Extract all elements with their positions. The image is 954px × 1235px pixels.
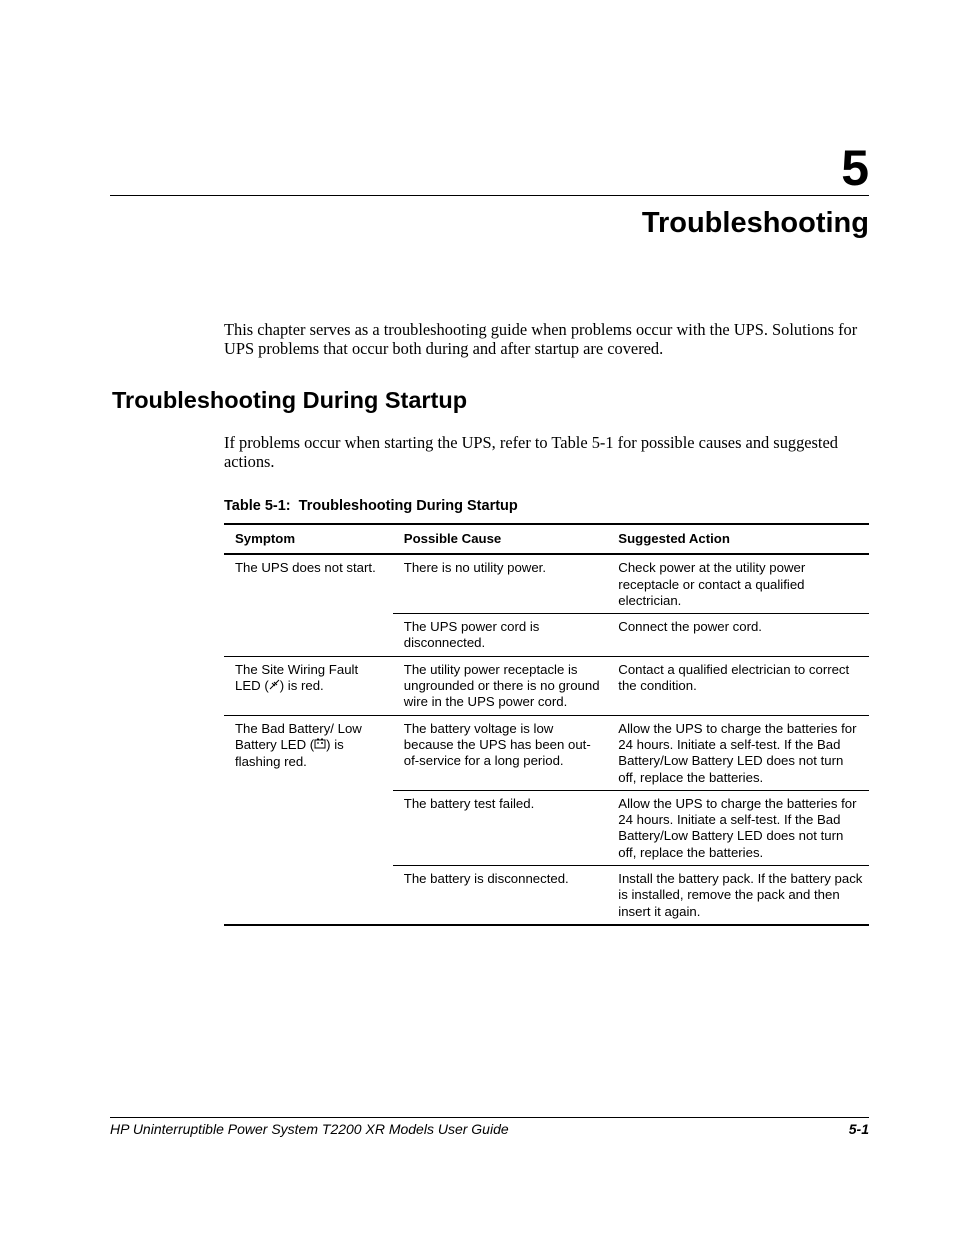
page-number: 5-1: [848, 1121, 869, 1137]
table-row: [224, 554, 869, 613]
table-row: [224, 715, 869, 790]
action-cell: Check power at the utility power receptacle or contact a qualified electrician.: [607, 554, 869, 613]
symptom-cell: [224, 715, 393, 925]
site-wiring-fault-led-icon: [269, 679, 280, 695]
cause-cell: The battery is disconnected.: [403, 871, 569, 887]
chapter-title: Troubleshooting: [641, 207, 869, 239]
troubleshooting-table: [224, 523, 869, 926]
chapter-intro: This chapter serves as a troubleshooting guide when problems occur with the UPS. Solutions for UPS problems that occur both during and after startup are covered.: [224, 320, 858, 358]
symptom-text-post: ) is flashing red.: [235, 736, 344, 770]
cause-cell: The UPS power cord is disconnected.: [393, 614, 608, 657]
footer-title: HP Uninterruptible Power System T2200 XR Models User Guide: [110, 1121, 509, 1137]
section-heading: Troubleshooting During Startup: [112, 387, 468, 413]
symptom-text-pre: The Bad Battery/ Low Battery LED (: [235, 720, 362, 752]
symptom-cell: [224, 656, 393, 715]
chapter-rule: [110, 195, 869, 196]
symptom-cell: The UPS does not start.: [224, 554, 393, 656]
cause-cell: The battery voltage is low because the UPS has been out-of-service for a long period.: [393, 715, 608, 790]
symptom-text-pre: The Site Wiring Fault LED (: [235, 661, 359, 694]
action-cell: Install the battery pack. If the battery pack is installed, remove the pack and then insert it again.: [618, 871, 863, 919]
header-symptom: Symptom: [224, 524, 393, 554]
header-possible-cause: Possible Cause: [393, 524, 608, 554]
table-caption: Table 5-1: Troubleshooting During Startup: [224, 498, 518, 514]
cause-cell: The utility power receptacle is ungrounded or there is no ground wire in the UPS power cord.: [393, 656, 608, 715]
table-header-row: [224, 524, 869, 554]
action-cell: Allow the UPS to charge the batteries for 24 hours. Initiate a self-test. If the Bad Battery/Low Battery LED does not turn off, replace the batteries.: [607, 790, 869, 865]
footer-rule: [110, 1117, 869, 1118]
action-cell: Connect the power cord.: [607, 614, 869, 657]
chapter-number: 5: [841, 140, 869, 196]
cause-cell: There is no utility power.: [393, 554, 608, 613]
battery-led-icon: [314, 738, 326, 754]
symptom-text-post: ) is red.: [279, 678, 324, 694]
header-suggested-action: Suggested Action: [607, 524, 869, 554]
section-intro: If problems occur when starting the UPS, refer to Table 5-1 for possible causes and suggested actions.: [224, 433, 838, 471]
table-row: [224, 656, 869, 715]
action-cell: Contact a qualified electrician to correct the condition.: [607, 656, 869, 715]
action-cell: Allow the UPS to charge the batteries for 24 hours. Initiate a self-test. If the Bad Battery/Low Battery LED does not turn off, replace the batteries.: [607, 715, 869, 790]
cause-cell: The battery test failed.: [393, 790, 608, 865]
